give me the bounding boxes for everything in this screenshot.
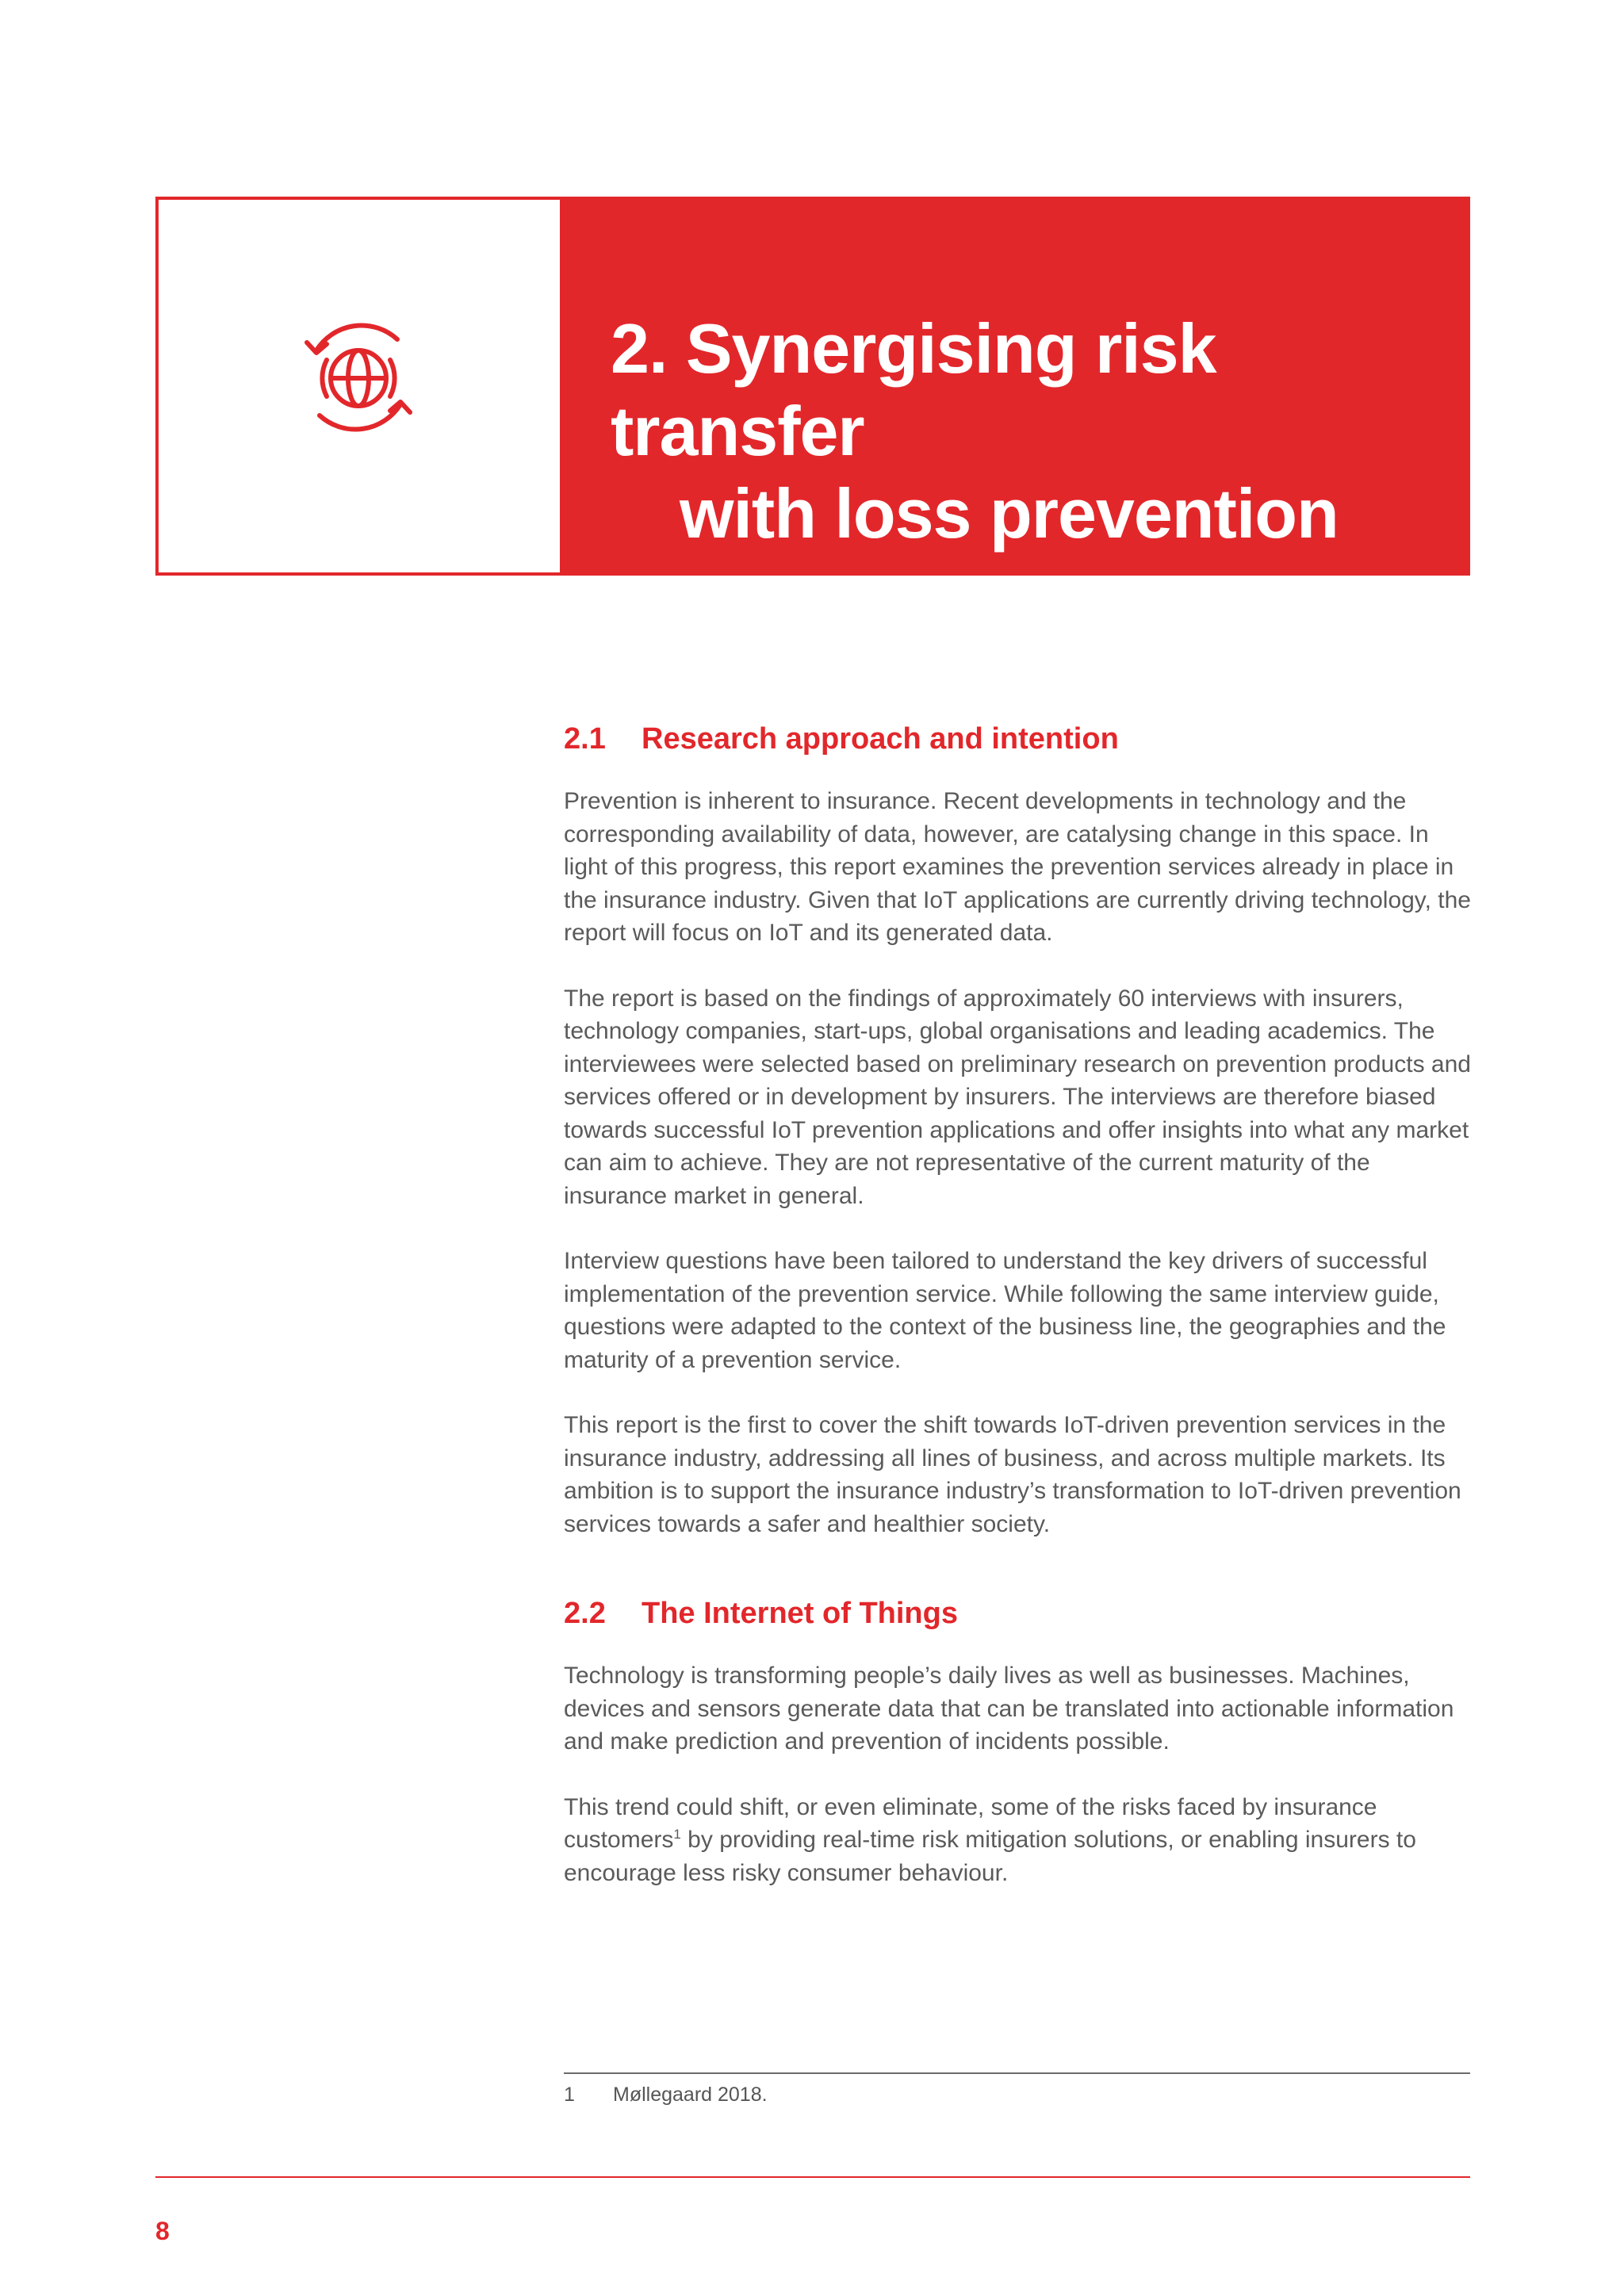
footer-divider <box>155 2176 1470 2178</box>
footnote-text: Møllegaard 2018. <box>613 2084 768 2106</box>
paragraph: Technology is transforming people’s daily lives as well as businesses. Machines, devices and sensors generate data that can be translated into actionable information and make prediction and prevention of incidents possible. <box>564 1663 1454 1755</box>
footnote-number: 1 <box>564 2084 575 2106</box>
paragraph: This report is the first to cover the shift towards IoT-driven prevention services in the insurance industry, addressing all lines of business, and across multiple markets. Its ambition is to support the insurance industry’s transformation to IoT-driven prevention services towards a safer and healthier society. <box>564 1412 1461 1537</box>
paragraph: Interview questions have been tailored to understand the key drivers of successful implementation of the prevention service. While following the same interview guide, questions were adapted to the context of the business line, the geographies and the maturity of a prevention service. <box>564 1248 1446 1373</box>
chapter-title-line-1: 2. Synergising risk transfer <box>611 309 1216 470</box>
section-number: 2.2 <box>564 1597 606 1630</box>
main-content <box>564 718 1476 1889</box>
footnote-divider <box>564 2072 1470 2074</box>
globe-cycle-icon <box>297 309 418 444</box>
paragraph-text: by providing real-time risk mitigation solutions, or enabling insurers to encourage less risky consumer behaviour. <box>564 1827 1416 1886</box>
chapter-banner <box>563 197 1470 576</box>
section-title: Research approach and intention <box>642 722 1119 756</box>
paragraph <box>564 1791 1476 1890</box>
banner-icon-panel <box>155 197 563 576</box>
footnote-reference[interactable]: 1 <box>673 1827 681 1842</box>
paragraph-text: This trend could shift, or even eliminate, some of the risks faced by insurance customers <box>564 1793 1377 1853</box>
chapter-title <box>611 308 1470 555</box>
section-heading-2-2 <box>564 1593 1476 1634</box>
section-title: The Internet of Things <box>642 1597 958 1630</box>
page-number: 8 <box>155 2217 170 2245</box>
section-heading-2-1 <box>564 718 1476 760</box>
footnote <box>564 2080 768 2109</box>
paragraph: Prevention is inherent to insurance. Recent developments in technology and the corresponding availability of data, however, are catalysing change in this space. In light of this progress, this report examines the prevention services already in place in the insurance industry. Given that IoT applications are currently driving technology, the report will focus on IoT and its generated data. <box>564 788 1471 946</box>
section-number: 2.1 <box>564 722 606 756</box>
paragraph: The report is based on the findings of approximately 60 interviews with insurers, technology companies, start-ups, global organisations and leading academics. The interviewees were selected based on preliminary research on prevention products and services offered or in development by insurers. The interviews are therefore biased towards successful IoT prevention applications and offer insights into what any market can aim to achieve. They are not representative of the current maturity of the insurance market in general. <box>564 985 1471 1209</box>
chapter-title-line-2: with loss prevention <box>680 474 1339 553</box>
